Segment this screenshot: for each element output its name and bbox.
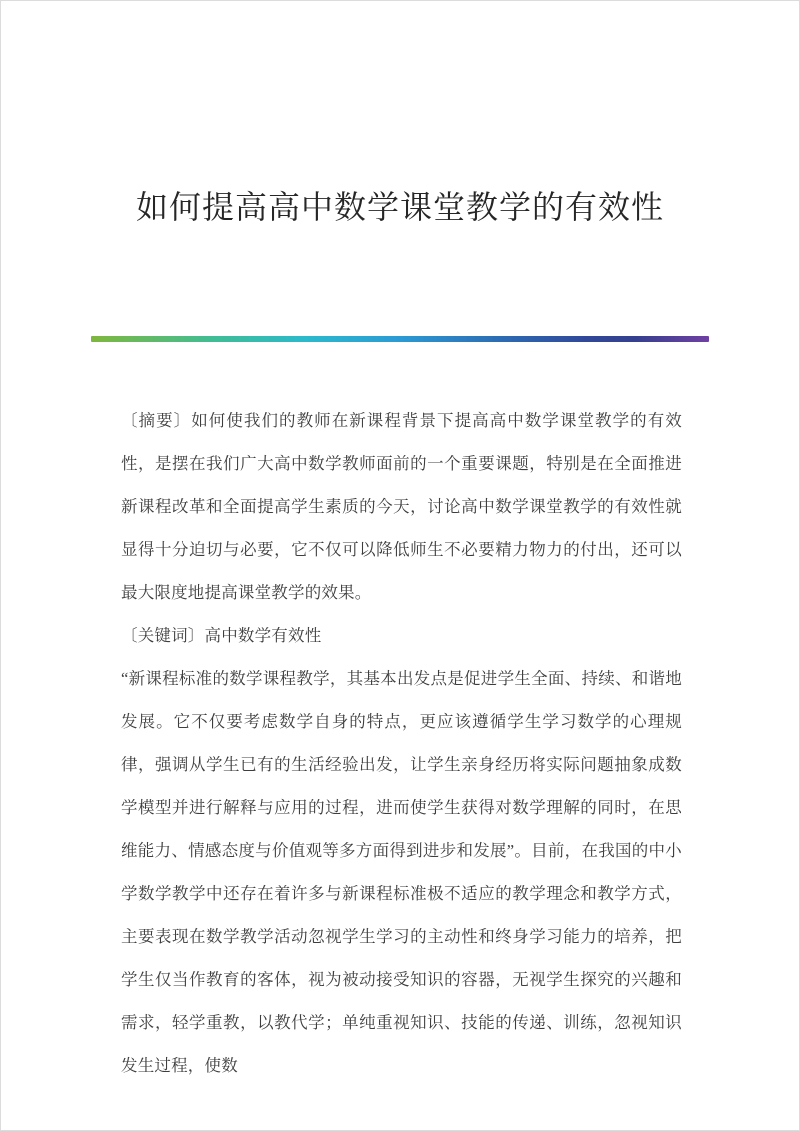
gradient-divider [91, 336, 709, 342]
article-body [121, 399, 682, 1087]
body-paragraph: “新课程标准的数学课程教学，其基本出发点是促进学生全面、持续、和谐地发展。它不仅要考虑数学自身的特点，更应该遵循学生学习数学的心理规律，强调从学生已有的生活经验出发，让学生亲身经历将实际问题抽象成数学模型并进行解释与应用的过程，进而使学生获得对数学理解的同时，在思维能力、情感态度与价值观等多方面得到进步和发展”。目前，在我国的中小学数学教学中还存在着许多与新课程标准极不适应的教学理念和教学方式，主要表现在数学教学活动忽视学生学习的主动性和终身学习能力的培养，把学生仅当作教育的客体，视为被动接受知识的容器，无视学生探究的兴趣和需求，轻学重教，以教代学；单纯重视知识、技能的传递、训练，忽视知识发生过程，使数 [121, 669, 682, 1075]
article-title: 如何提高高中数学课堂教学的有效性 [135, 189, 664, 225]
abstract-paragraph: 〔摘要〕如何使我们的教师在新课程背景下提高高中数学课堂教学的有效性，是摆在我们广大高中数学教师面前的一个重要课题，特别是在全面推进新课程改革和全面提高学生素质的今天，讨论高中数学课堂教学的有效性就显得十分迫切与必要，它不仅可以降低师生不必要精力物力的付出，还可以最大限度地提高课堂教学的效果。 [121, 411, 682, 602]
keywords-paragraph: 〔关键词〕高中数学有效性 [121, 626, 322, 645]
